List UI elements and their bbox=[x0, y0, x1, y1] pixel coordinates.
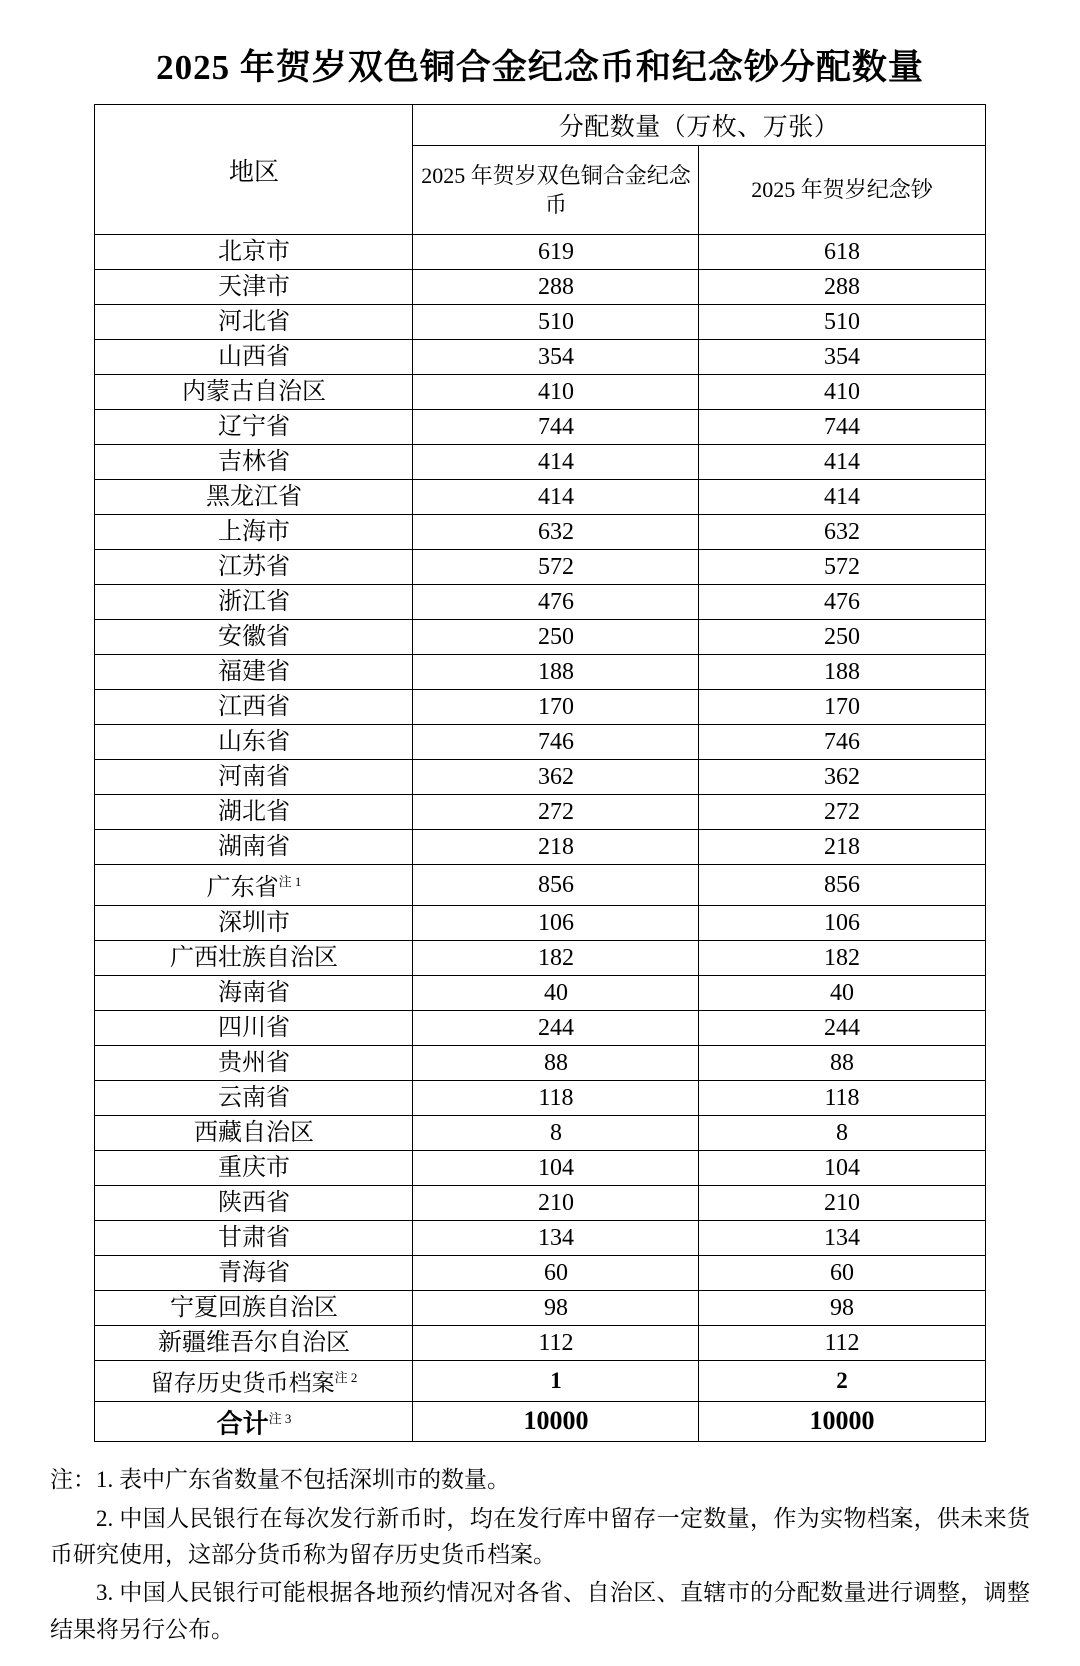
header-col-coin: 2025 年贺岁双色铜合金纪念币 bbox=[413, 146, 699, 235]
cell-region: 河北省 bbox=[95, 305, 413, 340]
cell-note-quantity: 632 bbox=[699, 515, 985, 550]
cell-region: 辽宁省 bbox=[95, 410, 413, 445]
cell-coin-quantity: 410 bbox=[413, 375, 699, 410]
cell-coin-quantity: 272 bbox=[413, 795, 699, 830]
cell-region: 上海市 bbox=[95, 515, 413, 550]
table-row bbox=[95, 1326, 985, 1361]
table-row bbox=[95, 1221, 985, 1256]
cell-region: 新疆维吾尔自治区 bbox=[95, 1326, 413, 1361]
cell-region: 山东省 bbox=[95, 725, 413, 760]
table-row bbox=[95, 410, 985, 445]
cell-region: 宁夏回族自治区 bbox=[95, 1291, 413, 1326]
cell-coin-quantity: 10000 bbox=[413, 1401, 699, 1442]
cell-coin-quantity: 414 bbox=[413, 480, 699, 515]
cell-region: 深圳市 bbox=[95, 906, 413, 941]
cell-region: 四川省 bbox=[95, 1011, 413, 1046]
cell-region: 重庆市 bbox=[95, 1151, 413, 1186]
table-row bbox=[95, 585, 985, 620]
table-row bbox=[95, 340, 985, 375]
cell-note-quantity: 244 bbox=[699, 1011, 985, 1046]
cell-region: 西藏自治区 bbox=[95, 1116, 413, 1151]
cell-region: 浙江省 bbox=[95, 585, 413, 620]
table-row bbox=[95, 515, 985, 550]
cell-note-quantity: 618 bbox=[699, 235, 985, 270]
cell-coin-quantity: 288 bbox=[413, 270, 699, 305]
cell-coin-quantity: 362 bbox=[413, 760, 699, 795]
header-span-label: 分配数量（万枚、万张） bbox=[413, 105, 985, 146]
cell-coin-quantity: 632 bbox=[413, 515, 699, 550]
table-row bbox=[95, 480, 985, 515]
cell-region: 湖北省 bbox=[95, 795, 413, 830]
table-row bbox=[95, 1256, 985, 1291]
table-body bbox=[95, 105, 985, 1442]
cell-note-quantity: 98 bbox=[699, 1291, 985, 1326]
cell-coin-quantity: 106 bbox=[413, 906, 699, 941]
table-row bbox=[95, 235, 985, 270]
cell-region: 贵州省 bbox=[95, 1046, 413, 1081]
cell-region: 福建省 bbox=[95, 655, 413, 690]
table-row bbox=[95, 795, 985, 830]
cell-note-quantity: 510 bbox=[699, 305, 985, 340]
table-row bbox=[95, 1291, 985, 1326]
table-row bbox=[95, 830, 985, 865]
cell-coin-quantity: 118 bbox=[413, 1081, 699, 1116]
cell-note-quantity: 218 bbox=[699, 830, 985, 865]
cell-coin-quantity: 210 bbox=[413, 1186, 699, 1221]
cell-region: 河南省 bbox=[95, 760, 413, 795]
table-row bbox=[95, 375, 985, 410]
cell-coin-quantity: 40 bbox=[413, 976, 699, 1011]
cell-coin-quantity: 60 bbox=[413, 1256, 699, 1291]
cell-coin-quantity: 250 bbox=[413, 620, 699, 655]
cell-region: 江苏省 bbox=[95, 550, 413, 585]
table-row bbox=[95, 1116, 985, 1151]
cell-note-quantity: 10000 bbox=[699, 1401, 985, 1442]
cell-coin-quantity: 619 bbox=[413, 235, 699, 270]
table-row bbox=[95, 976, 985, 1011]
cell-region: 甘肃省 bbox=[95, 1221, 413, 1256]
cell-coin-quantity: 188 bbox=[413, 655, 699, 690]
cell-region: 海南省 bbox=[95, 976, 413, 1011]
table-row bbox=[95, 760, 985, 795]
table-row bbox=[95, 550, 985, 585]
cell-region: 黑龙江省 bbox=[95, 480, 413, 515]
cell-note-quantity: 414 bbox=[699, 445, 985, 480]
header-region-label: 地区 bbox=[95, 105, 413, 235]
table-row bbox=[95, 655, 985, 690]
cell-note-quantity: 60 bbox=[699, 1256, 985, 1291]
cell-note-quantity: 250 bbox=[699, 620, 985, 655]
cell-coin-quantity: 746 bbox=[413, 725, 699, 760]
cell-note-quantity: 210 bbox=[699, 1186, 985, 1221]
cell-region: 天津市 bbox=[95, 270, 413, 305]
cell-coin-quantity: 476 bbox=[413, 585, 699, 620]
table-row bbox=[95, 445, 985, 480]
cell-note-quantity: 856 bbox=[699, 865, 985, 906]
table-row bbox=[95, 1151, 985, 1186]
cell-coin-quantity: 170 bbox=[413, 690, 699, 725]
cell-note-quantity: 118 bbox=[699, 1081, 985, 1116]
table-row bbox=[95, 906, 985, 941]
cell-region: 山西省 bbox=[95, 340, 413, 375]
cell-region: 湖南省 bbox=[95, 830, 413, 865]
cell-coin-quantity: 1 bbox=[413, 1361, 699, 1402]
cell-region: 安徽省 bbox=[95, 620, 413, 655]
cell-coin-quantity: 182 bbox=[413, 941, 699, 976]
cell-region: 陕西省 bbox=[95, 1186, 413, 1221]
note-2: 2. 中国人民银行在每次发行新币时，均在发行库中留存一定数量，作为实物档案，供未来货币研究使用，这部分货币称为留存历史货币档案。 bbox=[50, 1505, 1030, 1567]
cell-note-quantity: 288 bbox=[699, 270, 985, 305]
cell-region: 云南省 bbox=[95, 1081, 413, 1116]
allocation-table bbox=[94, 104, 985, 1442]
cell-note-quantity: 272 bbox=[699, 795, 985, 830]
cell-region: 江西省 bbox=[95, 690, 413, 725]
table-row bbox=[95, 1361, 985, 1402]
cell-coin-quantity: 414 bbox=[413, 445, 699, 480]
cell-note-quantity: 476 bbox=[699, 585, 985, 620]
cell-note-quantity: 744 bbox=[699, 410, 985, 445]
table-row bbox=[95, 270, 985, 305]
cell-region: 青海省 bbox=[95, 1256, 413, 1291]
cell-note-quantity: 572 bbox=[699, 550, 985, 585]
cell-coin-quantity: 572 bbox=[413, 550, 699, 585]
cell-note-quantity: 40 bbox=[699, 976, 985, 1011]
cell-region: 北京市 bbox=[95, 235, 413, 270]
table-row bbox=[95, 305, 985, 340]
cell-region: 留存历史货币档案$^{注 2}$ bbox=[95, 1361, 413, 1402]
cell-note-quantity: 354 bbox=[699, 340, 985, 375]
footnote-marker: 注 3 bbox=[268, 1410, 292, 1426]
table-row bbox=[95, 941, 985, 976]
cell-note-quantity: 362 bbox=[699, 760, 985, 795]
table-row bbox=[95, 1011, 985, 1046]
note-1: 注：1. 表中广东省数量不包括深圳市的数量。 bbox=[50, 1467, 510, 1493]
cell-coin-quantity: 8 bbox=[413, 1116, 699, 1151]
table-header-row-1 bbox=[95, 105, 985, 146]
cell-coin-quantity: 98 bbox=[413, 1291, 699, 1326]
cell-coin-quantity: 856 bbox=[413, 865, 699, 906]
cell-note-quantity: 746 bbox=[699, 725, 985, 760]
cell-region: 合计$^{注 3}$ bbox=[95, 1401, 413, 1442]
cell-note-quantity: 134 bbox=[699, 1221, 985, 1256]
cell-coin-quantity: 244 bbox=[413, 1011, 699, 1046]
note-3: 3. 中国人民银行可能根据各地预约情况对各省、自治区、直辖市的分配数量进行调整，调整结果将另行公布。 bbox=[50, 1580, 1030, 1642]
cell-note-quantity: 88 bbox=[699, 1046, 985, 1081]
table-row bbox=[95, 865, 985, 906]
cell-coin-quantity: 104 bbox=[413, 1151, 699, 1186]
cell-region: 吉林省 bbox=[95, 445, 413, 480]
cell-note-quantity: 8 bbox=[699, 1116, 985, 1151]
cell-coin-quantity: 510 bbox=[413, 305, 699, 340]
cell-coin-quantity: 218 bbox=[413, 830, 699, 865]
cell-note-quantity: 410 bbox=[699, 375, 985, 410]
cell-coin-quantity: 354 bbox=[413, 340, 699, 375]
header-col-note: 2025 年贺岁纪念钞 bbox=[699, 146, 985, 235]
table-row bbox=[95, 1046, 985, 1081]
cell-note-quantity: 188 bbox=[699, 655, 985, 690]
footnote-marker: 注 2 bbox=[334, 1370, 358, 1385]
notes-block bbox=[50, 1462, 1030, 1648]
table-row bbox=[95, 1081, 985, 1116]
cell-note-quantity: 112 bbox=[699, 1326, 985, 1361]
cell-note-quantity: 414 bbox=[699, 480, 985, 515]
table-row bbox=[95, 690, 985, 725]
cell-region: 内蒙古自治区 bbox=[95, 375, 413, 410]
cell-note-quantity: 106 bbox=[699, 906, 985, 941]
cell-region: 广东省$^{注 1}$ bbox=[95, 865, 413, 906]
cell-note-quantity: 2 bbox=[699, 1361, 985, 1402]
table-row bbox=[95, 620, 985, 655]
cell-coin-quantity: 134 bbox=[413, 1221, 699, 1256]
cell-note-quantity: 182 bbox=[699, 941, 985, 976]
cell-note-quantity: 104 bbox=[699, 1151, 985, 1186]
table-row bbox=[95, 1186, 985, 1221]
cell-coin-quantity: 112 bbox=[413, 1326, 699, 1361]
table-row bbox=[95, 725, 985, 760]
cell-coin-quantity: 88 bbox=[413, 1046, 699, 1081]
footnote-marker: 注 1 bbox=[278, 874, 302, 889]
page-title: 2025 年贺岁双色铜合金纪念币和纪念钞分配数量 bbox=[156, 48, 924, 87]
cell-coin-quantity: 744 bbox=[413, 410, 699, 445]
cell-note-quantity: 170 bbox=[699, 690, 985, 725]
cell-region: 广西壮族自治区 bbox=[95, 941, 413, 976]
table-row bbox=[95, 1401, 985, 1442]
